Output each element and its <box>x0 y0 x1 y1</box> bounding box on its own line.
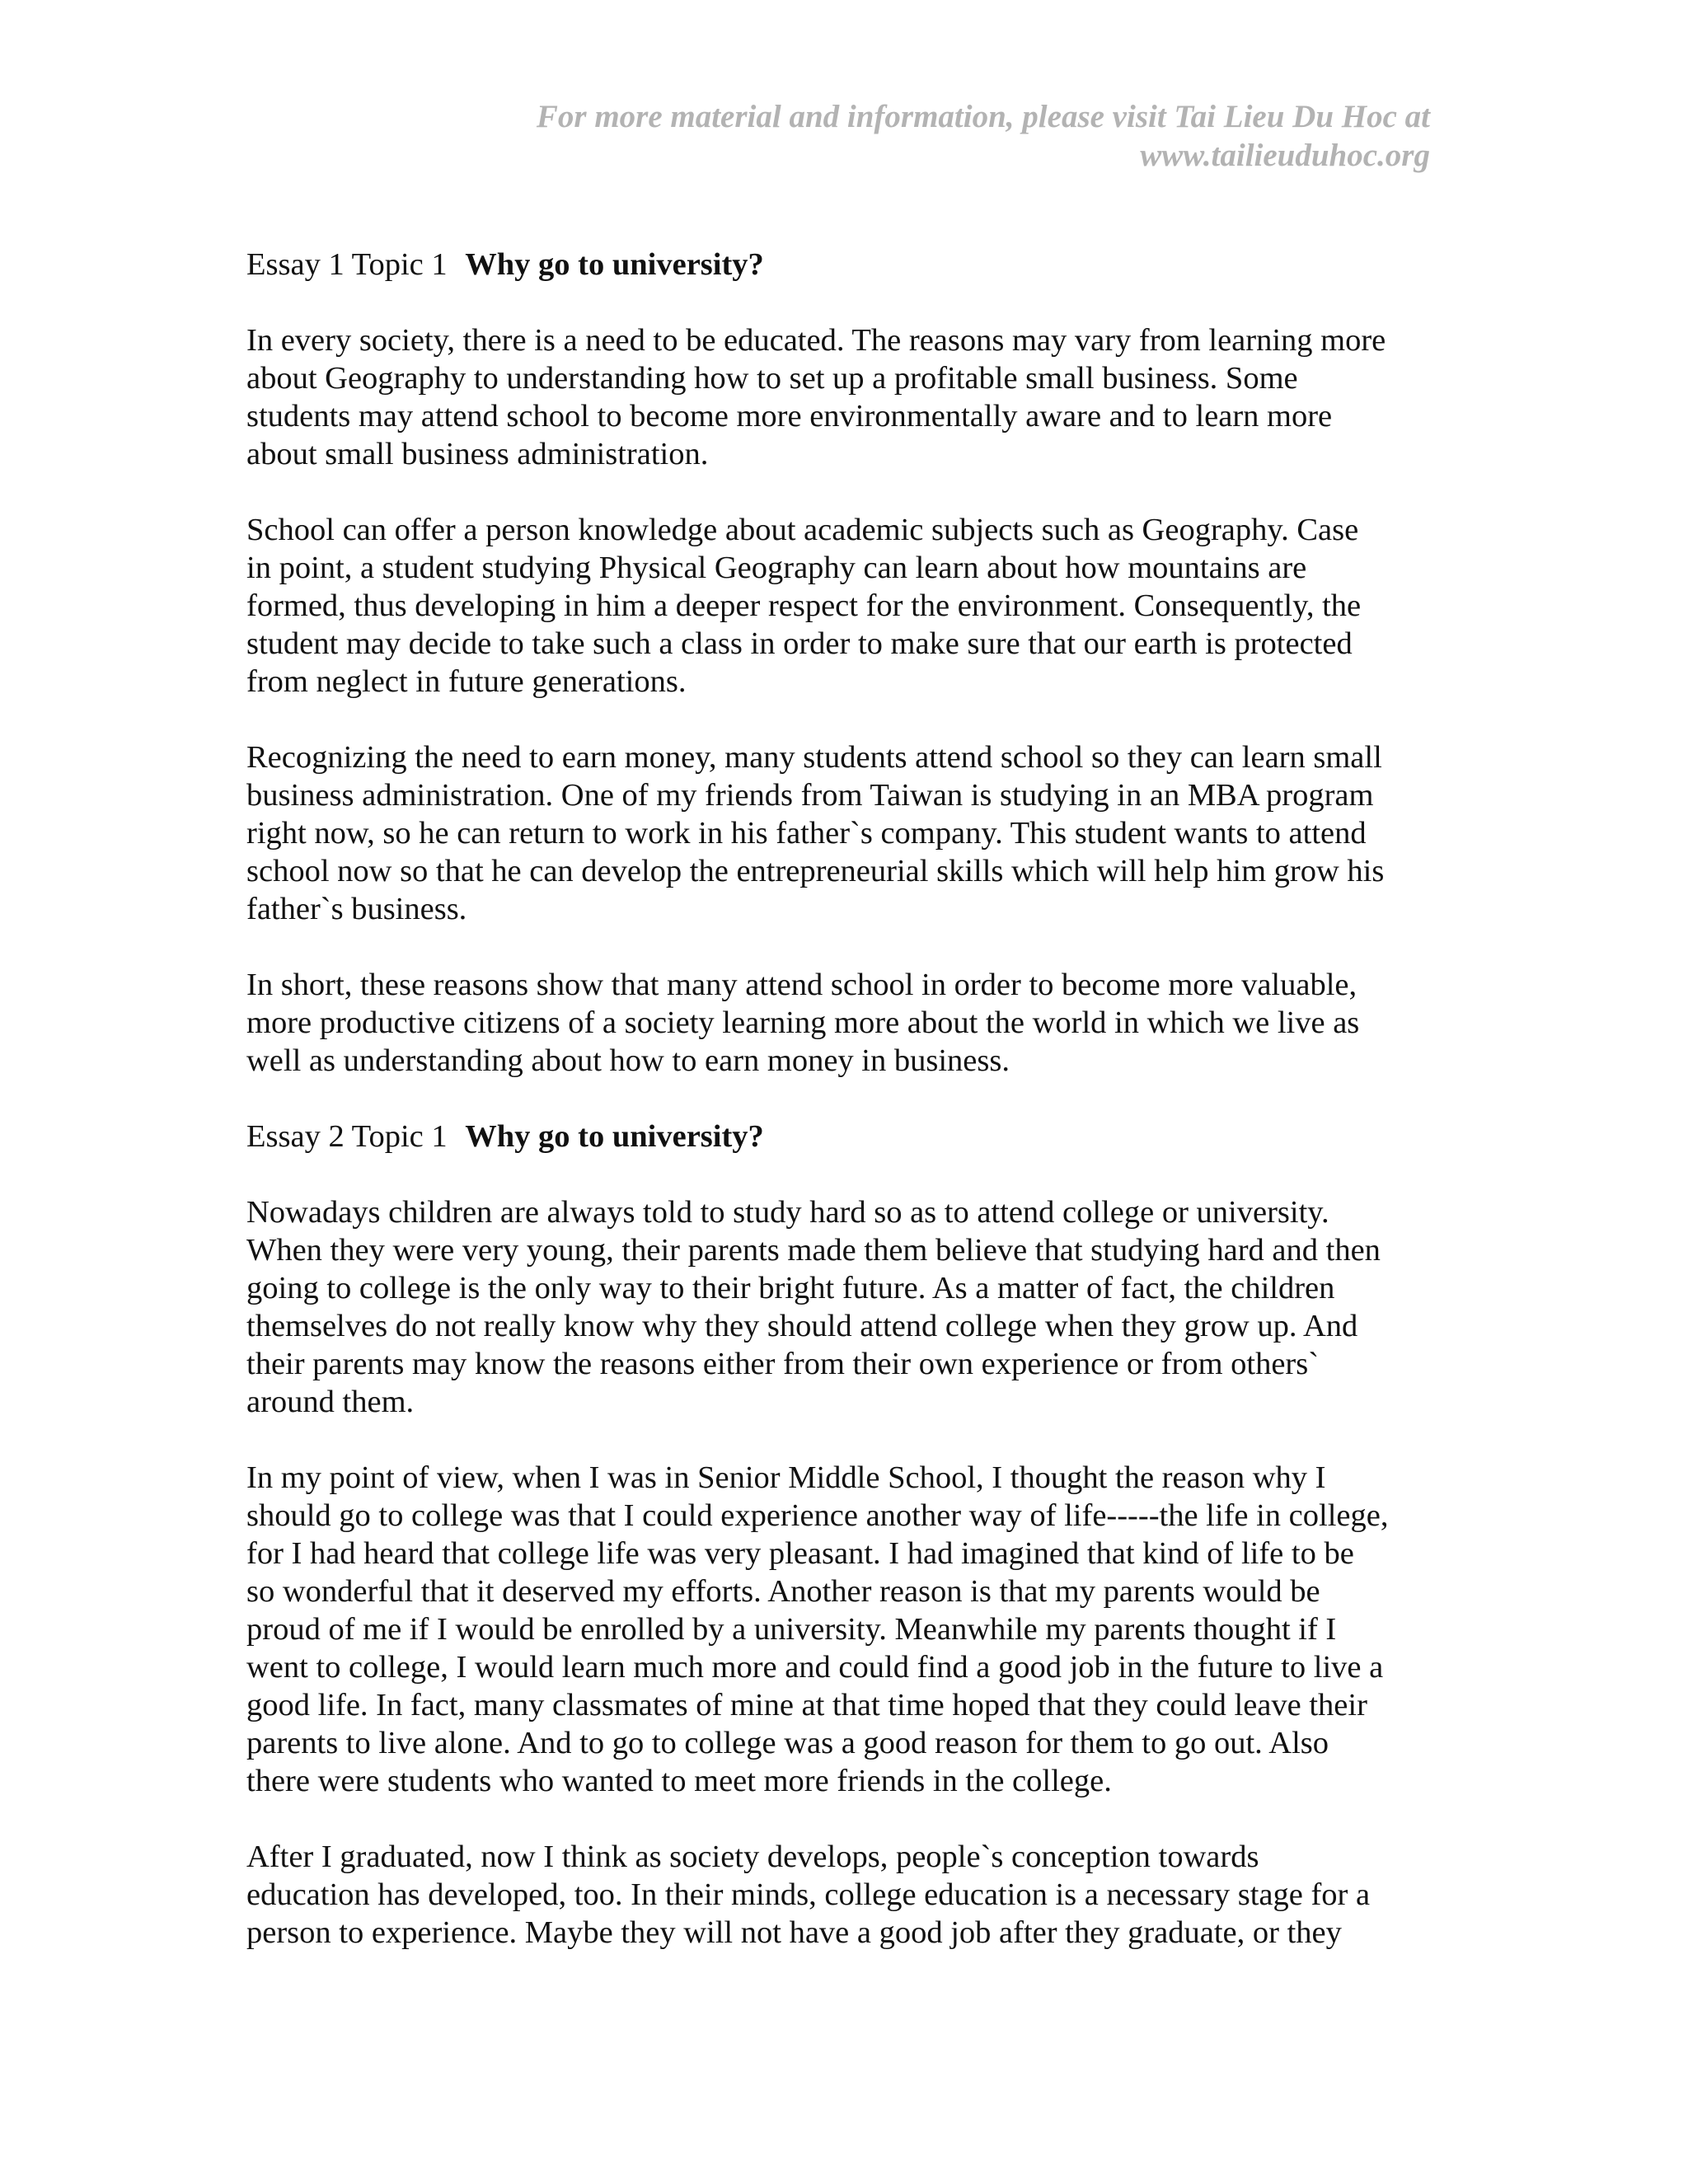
header-line-1: For more material and information, please visit Tai Lieu Du Hoc at <box>536 99 1430 134</box>
source-header-note <box>441 97 1430 175</box>
document-body <box>246 246 1442 1990</box>
text-line: there were students who wanted to meet more friends in the college. <box>246 1764 1112 1798</box>
text-line: students may attend school to become more environmentally aware and to learn more <box>246 399 1333 434</box>
text-line: around them. <box>246 1385 415 1419</box>
text-line: right now, so he can return to work in his father`s company. This student wants to attend <box>246 816 1367 851</box>
essay-1-paragraph-2 <box>246 511 1442 701</box>
text-line: for I had heard that college life was very pleasant. I had imagined that kind of life to be <box>246 1536 1354 1571</box>
essay-title: Why go to university? <box>465 247 764 282</box>
text-line: went to college, I would learn much more and could find a good job in the future to live a <box>246 1650 1384 1685</box>
text-line: so wonderful that it deserved my efforts. Another reason is that my parents would be <box>246 1574 1320 1609</box>
text-line: In every society, there is a need to be educated. The reasons may vary from learning more <box>246 323 1386 358</box>
text-line: about Geography to understanding how to set up a profitable small business. Some <box>246 361 1298 396</box>
text-line: well as understanding about how to earn money in business. <box>246 1043 1010 1078</box>
text-line: going to college is the only way to their bright future. As a matter of fact, the children <box>246 1271 1335 1305</box>
essay-1-heading <box>246 246 1442 284</box>
text-line: In my point of view, when I was in Senior Middle School, I thought the reason why I <box>246 1460 1326 1495</box>
essay-2-paragraph-1 <box>246 1193 1442 1421</box>
text-line: themselves do not really know why they should attend college when they grow up. And <box>246 1309 1358 1343</box>
essay-1-paragraph-3 <box>246 738 1442 928</box>
text-line: parents to live alone. And to go to college was a good reason for them to go out. Also <box>246 1726 1329 1760</box>
essay-1-paragraph-4 <box>246 966 1442 1080</box>
text-line: from neglect in future generations. <box>246 664 687 699</box>
text-line: Recognizing the need to earn money, many students attend school so they can learn small <box>246 740 1382 775</box>
text-line: person to experience. Maybe they will not have a good job after they graduate, or they <box>246 1915 1342 1950</box>
text-line: formed, thus developing in him a deeper respect for the environment. Consequently, the <box>246 588 1362 623</box>
essay-2-paragraph-3 <box>246 1838 1442 1952</box>
text-line: When they were very young, their parents made them believe that studying hard and then <box>246 1233 1381 1268</box>
essay-2-heading <box>246 1118 1442 1155</box>
text-line: in point, a student studying Physical Geography can learn about how mountains are <box>246 551 1307 585</box>
text-line: education has developed, too. In their minds, college education is a necessary stage for a <box>246 1877 1371 1912</box>
text-line: proud of me if I would be enrolled by a university. Meanwhile my parents thought if I <box>246 1612 1337 1647</box>
essay-1-paragraph-1 <box>246 321 1442 473</box>
text-line: business administration. One of my friends from Taiwan is studying in an MBA program <box>246 778 1374 813</box>
header-line-2: www.tailieuduhoc.org <box>1140 138 1430 173</box>
text-line: school now so that he can develop the entrepreneurial skills which will help him grow his <box>246 854 1385 888</box>
essay-title: Why go to university? <box>465 1119 764 1154</box>
text-line: good life. In fact, many classmates of mine at that time hoped that they could leave their <box>246 1688 1367 1722</box>
text-line: Nowadays children are always told to study hard so as to attend college or university. <box>246 1195 1329 1230</box>
text-line: In short, these reasons show that many attend school in order to become more valuable, <box>246 968 1357 1002</box>
essay-2-paragraph-2 <box>246 1459 1442 1800</box>
text-line: After I graduated, now I think as society develops, people`s conception towards <box>246 1840 1259 1874</box>
text-line: School can offer a person knowledge about academic subjects such as Geography. Case <box>246 513 1359 547</box>
text-line: student may decide to take such a class in order to make sure that our earth is protected <box>246 626 1353 661</box>
text-line: father`s business. <box>246 892 467 926</box>
text-line: their parents may know the reasons either from their own experience or from others` <box>246 1347 1320 1381</box>
essay-label: Essay 2 Topic 1 <box>246 1119 448 1154</box>
text-line: more productive citizens of a society learning more about the world in which we live as <box>246 1005 1360 1040</box>
text-line: should go to college was that I could experience another way of life-----the life in college, <box>246 1498 1389 1533</box>
essay-label: Essay 1 Topic 1 <box>246 247 448 282</box>
text-line: about small business administration. <box>246 437 709 471</box>
